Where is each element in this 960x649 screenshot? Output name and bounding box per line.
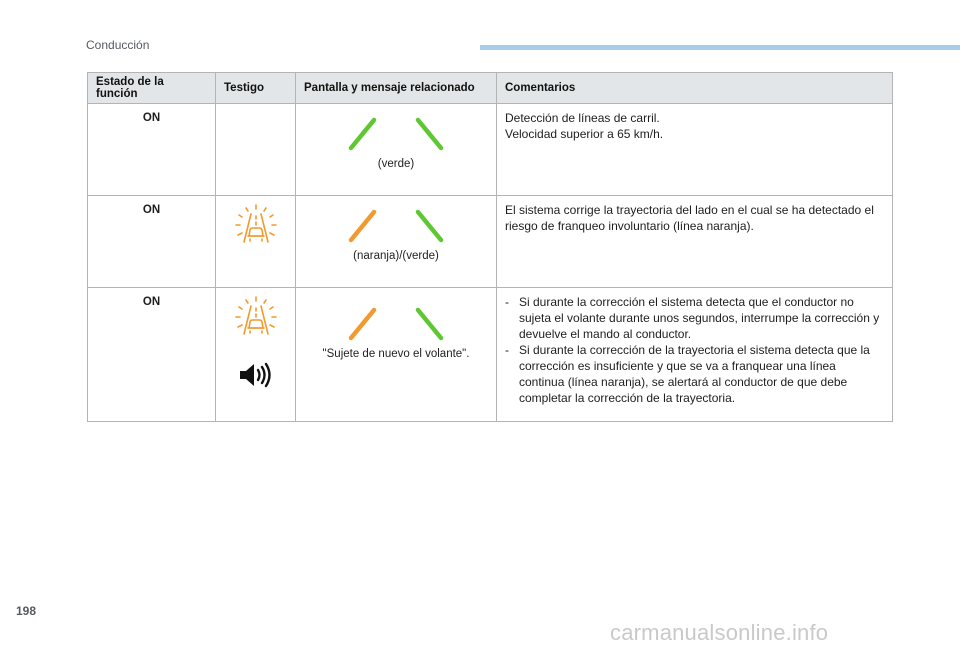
header-state: Estado de la función [88,73,216,104]
table-row [88,288,893,422]
display-cell [296,288,497,422]
display-cell [296,104,497,196]
comment-line: Velocidad superior a 65 km/h. [505,127,664,141]
voice-message-caption: "Sujete de nuevo el volante". [322,348,470,360]
display-cell [296,196,497,288]
lane-lines-icon [346,116,446,152]
comment-bullet: - Si durante la corrección de la trayectoria el sistema detecta que la corrección es insuficiente y que se va a franquear una línea continua (línea naranja), se alertará al conductor de que debe completar la corrección de la trayectoria. [505,343,870,405]
indicator-cell-empty [216,104,296,196]
display-caption: (verde) [377,158,415,170]
indicator-cell [216,196,296,288]
page-number: 198 [16,604,37,618]
lane-lines-icon [346,306,446,342]
state-cell: ON [88,196,216,288]
section-title: Conducción [86,38,150,52]
lane-lines-icon [346,208,446,244]
lane-assist-warning-icon [233,202,279,248]
watermark: carmanualsonline.info [610,620,829,645]
header-comments: Comentarios [497,73,893,104]
comment-line: Detección de líneas de carril. [505,111,660,125]
comment-cell [497,104,893,196]
comment-cell [497,288,893,422]
display-caption: (naranja)/(verde) [353,250,439,262]
indicator-cell [216,288,296,422]
comment-bullet: - Si durante la corrección el sistema detecta que el conductor no sujeta el volante durante unos segundos, interrumpe la corrección y devuelve el mando al conductor. [505,295,880,341]
state-cell: ON [88,104,216,196]
state-cell: ON [88,288,216,422]
table-header-row [88,73,893,104]
header-indicator: Testigo [216,73,296,104]
speaker-icon [236,360,276,390]
table-row [88,104,893,196]
header-bar [480,45,960,50]
comment-cell: El sistema corrige la trayectoria del lado en el cual se ha detectado el riesgo de franqueo involuntario (línea naranja). [497,196,893,288]
function-state-table [87,72,893,422]
header-display: Pantalla y mensaje relacionado [296,73,497,104]
lane-assist-warning-icon [233,294,279,340]
table-row [88,196,893,288]
